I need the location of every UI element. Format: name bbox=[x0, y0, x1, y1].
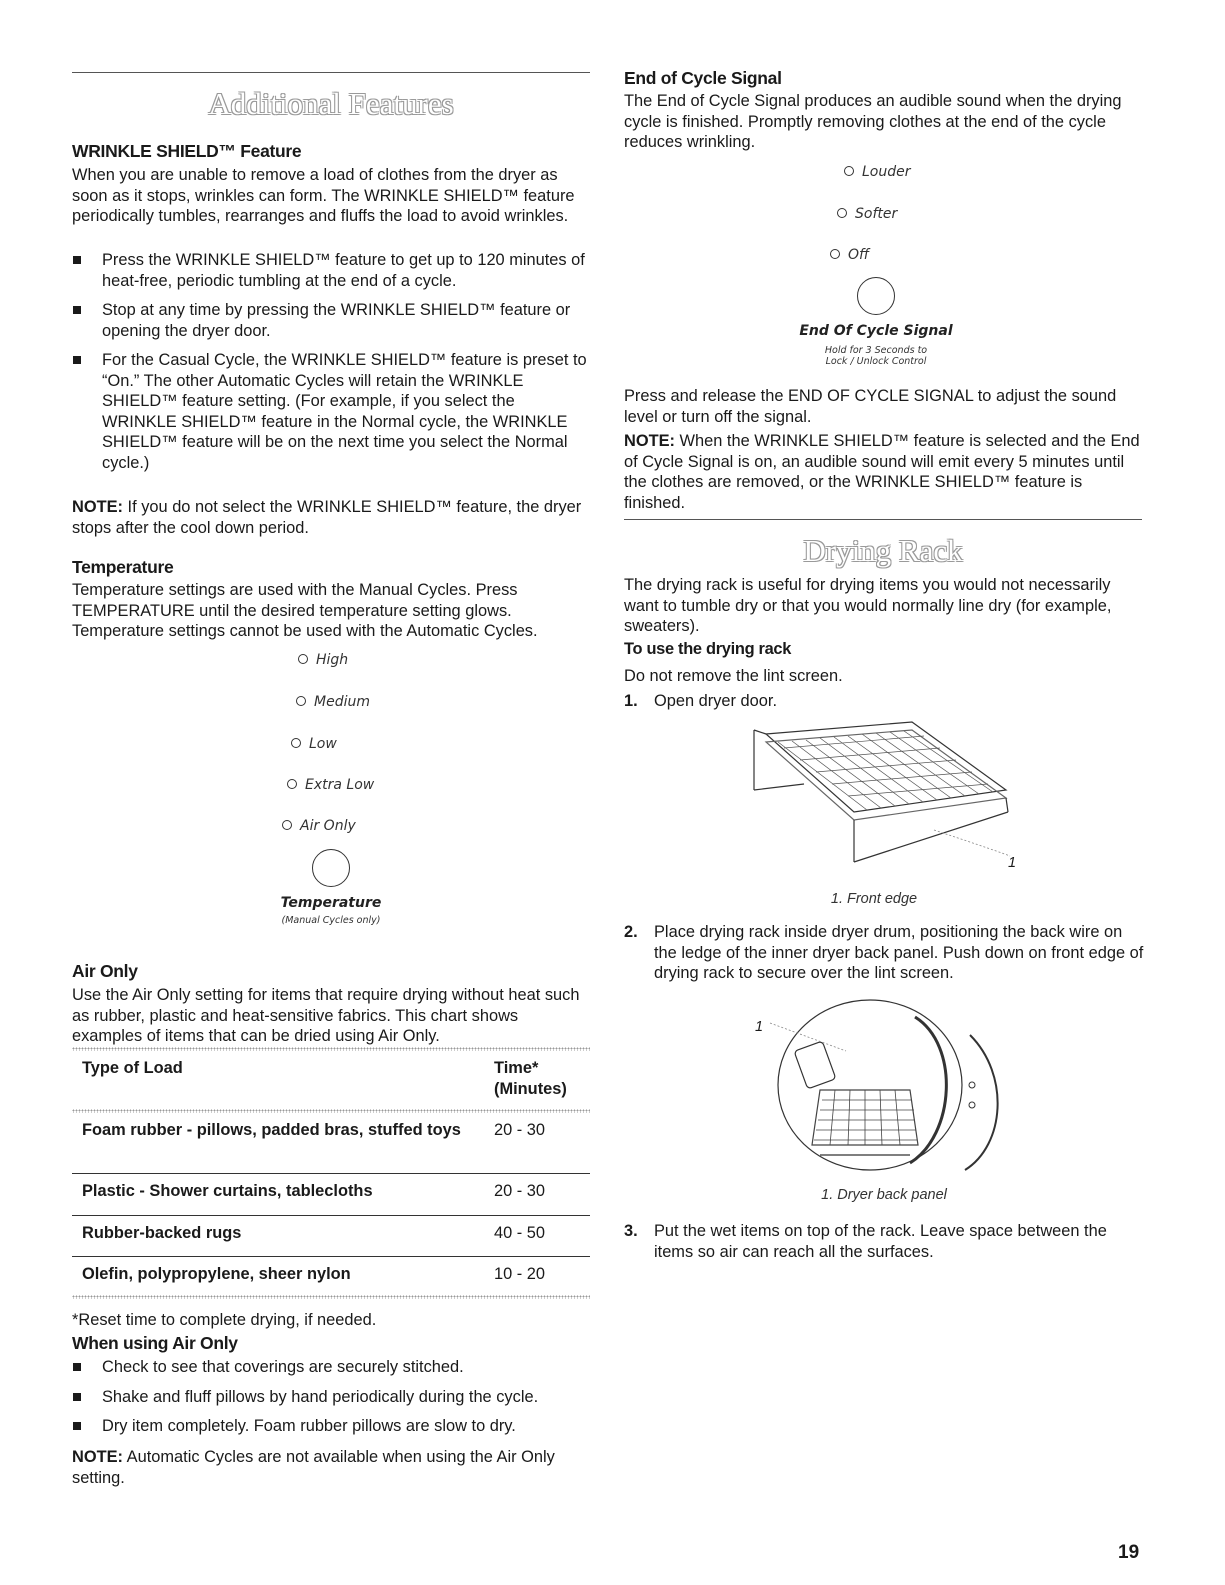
signal-press-text: Press and release the END OF CYCLE SIGNAL to adjust the sound level or turn off the signal. bbox=[624, 387, 1117, 426]
wrinkle-shield-heading: WRINKLE SHIELD™ Feature bbox=[72, 141, 302, 161]
temperature-text: Temperature settings are used with the Manual Cycles. Press TEMPERATURE until the desired temperature setting glows. Temperature settings cannot be used with the Automatic Cycles. bbox=[72, 581, 538, 640]
dryer-back-panel-callout: 1 bbox=[755, 1019, 764, 1035]
indicator-light-icon bbox=[837, 208, 847, 218]
dryer-drum-illustration bbox=[760, 995, 1010, 1175]
section-title-drying-rack: Drying Rack bbox=[803, 533, 963, 568]
section-rule bbox=[72, 72, 590, 73]
drying-rack-step-2 bbox=[624, 922, 1144, 984]
temperature-option-high[interactable]: High bbox=[298, 652, 348, 668]
end-of-cycle-signal-button-icon[interactable] bbox=[857, 277, 895, 315]
list-item: Shake and fluff pillows by hand periodically during the cycle. bbox=[72, 1387, 590, 1408]
list-item: Dry item completely. Foam rubber pillows are slow to dry. bbox=[72, 1416, 590, 1437]
air-only-footnote: *Reset time to complete drying, if needed. bbox=[72, 1311, 377, 1329]
page-number: 19 bbox=[1118, 1542, 1140, 1563]
table-dotted-rule bbox=[72, 1109, 590, 1113]
front-edge-callout: 1 bbox=[1008, 855, 1017, 871]
list-item: 3. Put the wet items on top of the rack. Leave space between the items so air can reach all the surfaces. bbox=[624, 1222, 1107, 1261]
table-row-divider bbox=[72, 1256, 590, 1257]
end-of-cycle-signal-text: The End of Cycle Signal produces an audible sound when the drying cycle is finished. Promptly removing clothes at the end of the cycle reduces wrinkling. bbox=[624, 92, 1122, 151]
list-item: 1. Open dryer door. bbox=[624, 692, 778, 710]
air-only-text: Use the Air Only setting for items that require drying without heat such as rubber, plastic and heat-sensitive fabrics. This chart shows examples of items that can be dried using Air Only. bbox=[72, 986, 580, 1045]
drying-rack-subheading: To use the drying rack bbox=[624, 640, 792, 658]
drying-rack-step-3 bbox=[624, 1221, 1144, 1262]
signal-lock-instructions: Hold for 3 Seconds to Lock / Unlock Control bbox=[824, 345, 928, 367]
end-of-cycle-signal-heading: End of Cycle Signal bbox=[624, 68, 782, 88]
signal-option-softer[interactable]: Softer bbox=[837, 206, 897, 222]
temperature-heading: Temperature bbox=[72, 557, 174, 577]
wrinkle-shield-bullets bbox=[72, 250, 590, 473]
indicator-light-icon bbox=[291, 738, 301, 748]
air-only-table: Type of Load Time* (Minutes) Foam rubber - pillows, padded bras, stuffed toys 20 - 30 Plastic - Shower curtains, tablecloths 20 - 30 Rubber-backed rugs 40 - 50 Olefin, polypropylene, sheer nylon 10 - 20 bbox=[72, 1047, 590, 1299]
air-only-heading: Air Only bbox=[72, 961, 138, 981]
signal-option-louder[interactable]: Louder bbox=[844, 164, 911, 180]
temperature-option-medium[interactable]: Medium bbox=[296, 694, 370, 710]
temperature-option-low[interactable]: Low bbox=[291, 736, 337, 752]
temperature-option-air-only[interactable]: Air Only bbox=[282, 818, 356, 834]
air-only-note: NOTE: Automatic Cycles are not available when using the Air Only setting. bbox=[72, 1448, 555, 1487]
indicator-light-icon bbox=[296, 696, 306, 706]
indicator-light-icon bbox=[830, 249, 840, 259]
section-rule bbox=[624, 519, 1142, 520]
drying-rack-step-1 bbox=[624, 691, 1144, 712]
list-item: Check to see that coverings are securely stitched. bbox=[72, 1357, 590, 1378]
drying-rack-intro: The drying rack is useful for drying items you would not necessarily want to tumble dry or that you would normally line dry (for example, sweaters). bbox=[624, 576, 1112, 635]
when-using-air-only-bullets bbox=[72, 1357, 590, 1437]
temperature-button-label: Temperature bbox=[280, 895, 382, 911]
temperature-button-sublabel: (Manual Cycles only) bbox=[281, 915, 381, 926]
section-title-additional-features: Additional Features bbox=[208, 86, 454, 121]
signal-option-off[interactable]: Off bbox=[830, 247, 869, 263]
table-dotted-rule bbox=[72, 1295, 590, 1299]
indicator-light-icon bbox=[282, 820, 292, 830]
temperature-button-icon[interactable] bbox=[312, 849, 350, 887]
drying-rack-illustration bbox=[744, 712, 1044, 882]
table-row-divider bbox=[72, 1215, 590, 1216]
list-item: Stop at any time by pressing the WRINKLE SHIELD™ feature or opening the dryer door. bbox=[72, 300, 590, 341]
wrinkle-shield-intro: When you are unable to remove a load of clothes from the dryer as soon as it stops, wrinkles can form. The WRINKLE SHIELD™ feature periodically tumbles, rearranges and fluffs the load to avoid wrinkles. bbox=[72, 166, 575, 225]
temperature-option-extra-low[interactable]: Extra Low bbox=[287, 777, 374, 793]
wrinkle-shield-note: NOTE: If you do not select the WRINKLE SHIELD™ feature, the dryer stops after the cool down period. bbox=[72, 498, 582, 537]
end-of-cycle-signal-button-label: End Of Cycle Signal bbox=[799, 323, 953, 339]
signal-note: NOTE: When the WRINKLE SHIELD™ feature is selected and the End of Cycle Signal is on, an audible sound will emit every 5 minutes until the clothes are removed, or the WRINKLE SHIELD™ feature is finished. bbox=[624, 432, 1140, 512]
indicator-light-icon bbox=[287, 779, 297, 789]
front-edge-caption: 1. Front edge bbox=[830, 891, 918, 907]
when-using-air-only-heading: When using Air Only bbox=[72, 1333, 238, 1353]
drying-rack-instruction: Do not remove the lint screen. bbox=[624, 667, 843, 685]
list-item: For the Casual Cycle, the WRINKLE SHIELD™ feature is preset to “On.” The other Automatic Cycles will retain the WRINKLE SHIELD™ feature setting. (For example, if you select the WRINKLE SHIELD™ feature in the Normal cycle, the WRINKLE SHIELD™ feature will be on the next time you select the Normal cycle.) bbox=[72, 350, 590, 473]
indicator-light-icon bbox=[844, 166, 854, 176]
table-row-divider bbox=[72, 1173, 590, 1174]
list-item: Press the WRINKLE SHIELD™ feature to get up to 120 minutes of heat-free, periodic tumbling at the end of a cycle. bbox=[72, 250, 590, 291]
list-item: 2. Place drying rack inside dryer drum, positioning the back wire on the ledge of the inner dryer back panel. Push down on front edge of drying rack to secure over the lint screen. bbox=[624, 923, 1144, 982]
table-dotted-rule bbox=[72, 1047, 590, 1051]
indicator-light-icon bbox=[298, 654, 308, 664]
dryer-back-panel-caption: 1. Dryer back panel bbox=[821, 1187, 947, 1203]
